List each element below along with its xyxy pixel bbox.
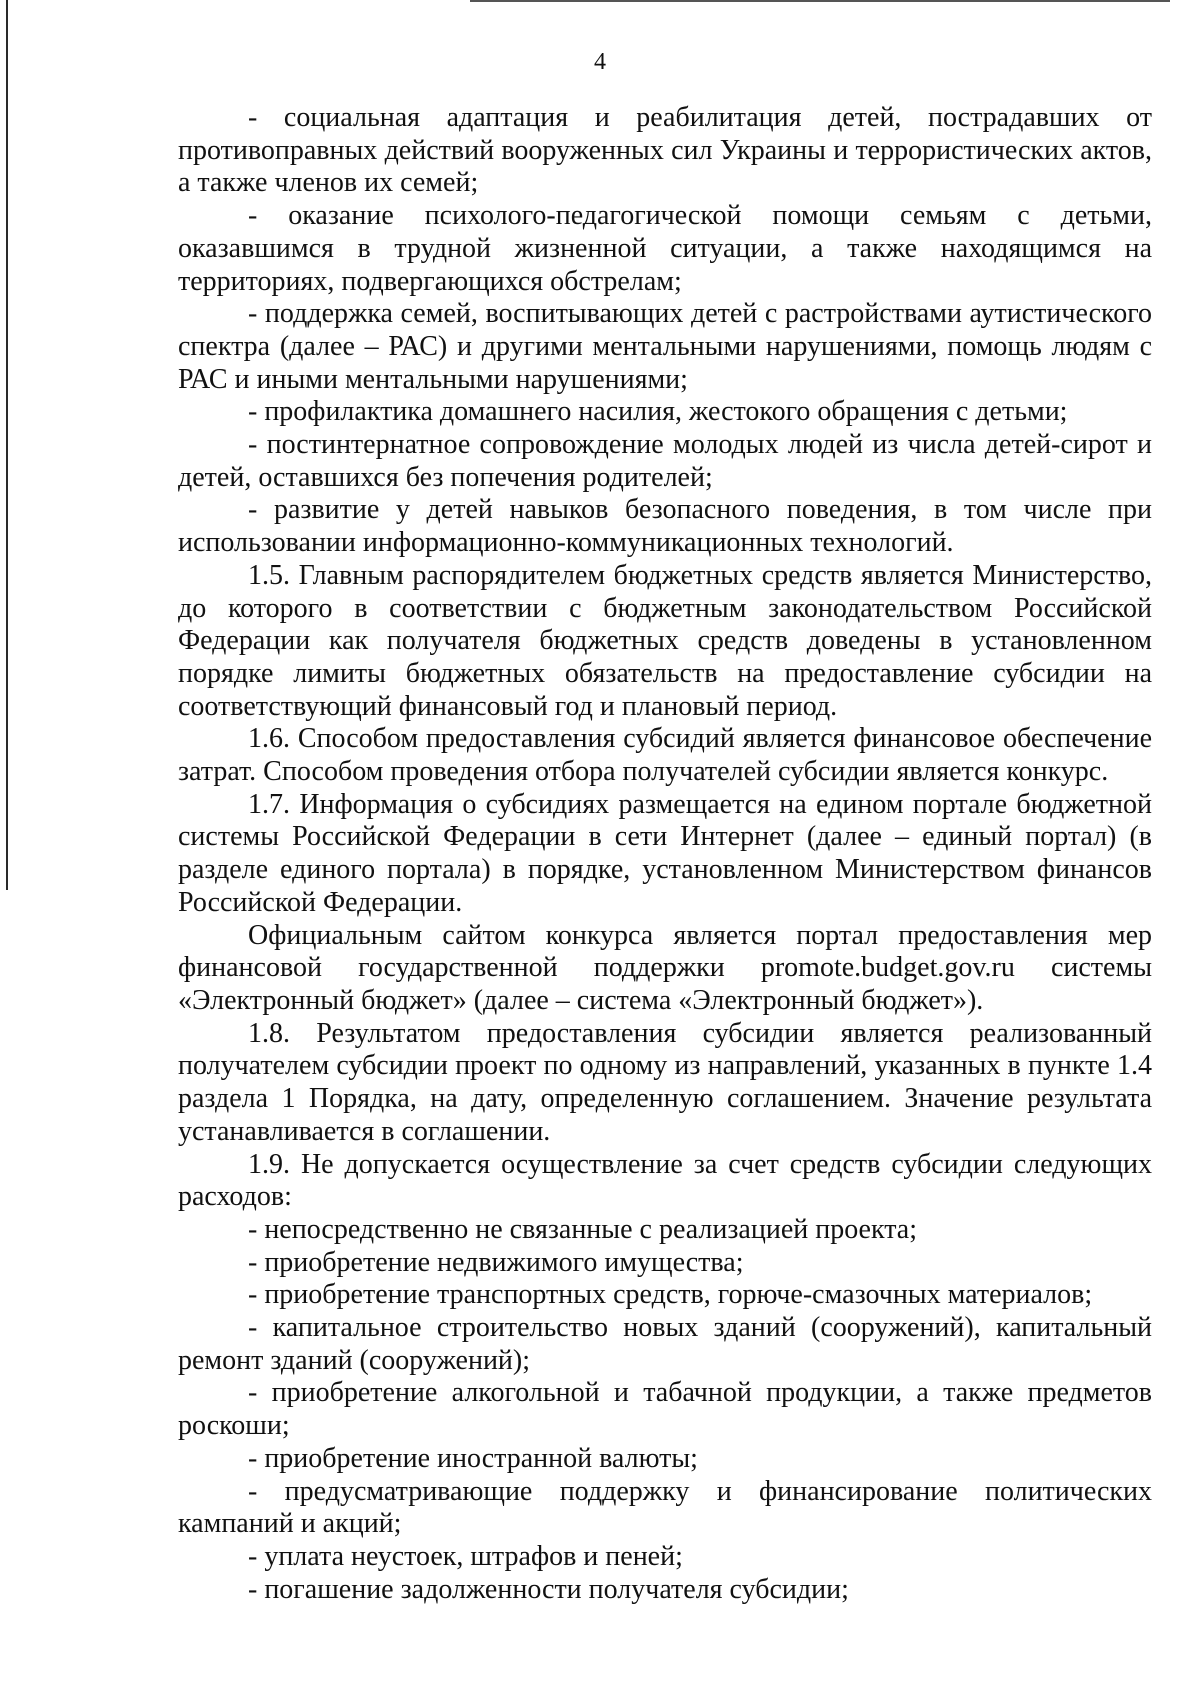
scan-edge-left bbox=[6, 0, 8, 890]
paragraph-autism-support: - поддержка семей, воспитывающих детей с растройствами аутистического спектра (далее – РАС) и другими ментальными нарушениями, помощь людям с РАС и иными ментальными нарушениями; bbox=[178, 298, 1152, 395]
list-item-capital-construction: - капитальное строительство новых зданий (сооружений), капитальный ремонт зданий (сооружений); bbox=[178, 1312, 1152, 1376]
list-item-alcohol-tobacco-luxury: - приобретение алкогольной и табачной продукции, а также предметов роскоши; bbox=[178, 1377, 1152, 1442]
scan-edge-top bbox=[470, 0, 1170, 2]
page-number: 4 bbox=[594, 49, 606, 75]
list-item-penalties: - уплата неустоек, штрафов и пеней; bbox=[248, 1540, 683, 1572]
list-item-debt-repayment: - погашение задолженности получателя субсидии; bbox=[248, 1573, 849, 1605]
list-item-foreign-currency: - приобретение иностранной валюты; bbox=[248, 1442, 698, 1474]
list-item-real-estate: - приобретение недвижимого имущества; bbox=[248, 1246, 744, 1278]
list-item-political-campaigns: - предусматривающие поддержку и финансирование политических кампаний и акций; bbox=[178, 1475, 1152, 1540]
list-item-vehicles-fuel: - приобретение транспортных средств, горюче-смазочных материалов; bbox=[248, 1279, 1093, 1311]
paragraph-social-adaptation: - социальная адаптация и реабилитация детей, пострадавших от противоправных действий вооруженных сил Украины и террористических актов, а также членов их семей; bbox=[178, 102, 1152, 199]
paragraph-violence-prevention: - профилактика домашнего насилия, жестокого обращения с детьми; bbox=[248, 396, 1068, 428]
document-body bbox=[178, 102, 1152, 1606]
paragraph-psychological-help: - оказание психолого-педагогической помощи семьям с детьми, оказавшимся в трудной жизненной ситуации, а также находящимся на территориях, подвергающихся обстрелам; bbox=[178, 200, 1152, 297]
paragraph-1-6: 1.6. Способом предоставления субсидий является финансовое обеспечение затрат. Способом проведения отбора получателей субсидии является конкурс. bbox=[178, 723, 1152, 788]
paragraph-official-site: Официальным сайтом конкурса является портал предоставления мер финансовой государственной поддержки promote.budget.gov.ru системы «Электронный бюджет» (далее – система «Электронный бюджет»). bbox=[178, 919, 1152, 1016]
paragraph-1-7: 1.7. Информация о субсидиях размещается на едином портале бюджетной системы Российской Федерации в сети Интернет (далее – единый портал) (в разделе единого портала) в порядке, установленном Министерством финансов Российской Федерации. bbox=[178, 788, 1152, 918]
list-item-unrelated-expenses: - непосредственно не связанные с реализацией проекта; bbox=[248, 1213, 918, 1245]
paragraph-1-5: 1.5. Главным распорядителем бюджетных средств является Министерство, до которого в соответствии с бюджетным законодательством Российской Федерации как получателя бюджетных средств доведены в установленном порядке лимиты бюджетных обязательств на предоставление субсидии на соответствующий финансовый год и плановый период. bbox=[178, 559, 1152, 722]
paragraph-safe-behavior: - развитие у детей навыков безопасного поведения, в том числе при использовании информационно-коммуникационных технологий. bbox=[178, 494, 1152, 559]
paragraph-1-8: 1.8. Результатом предоставления субсидии является реализованный получателем субсидии проект по одному из направлений, указанных в пункте 1.4 раздела 1 Порядка, на дату, определенную соглашением. Значение результата устанавливается в соглашении. bbox=[178, 1017, 1152, 1147]
paragraph-1-9: 1.9. Не допускается осуществление за счет средств субсидии следующих расходов: bbox=[178, 1148, 1152, 1213]
paragraph-post-orphanage-support: - постинтернатное сопровождение молодых людей из числа детей-сирот и детей, оставшихся без попечения родителей; bbox=[178, 429, 1152, 493]
